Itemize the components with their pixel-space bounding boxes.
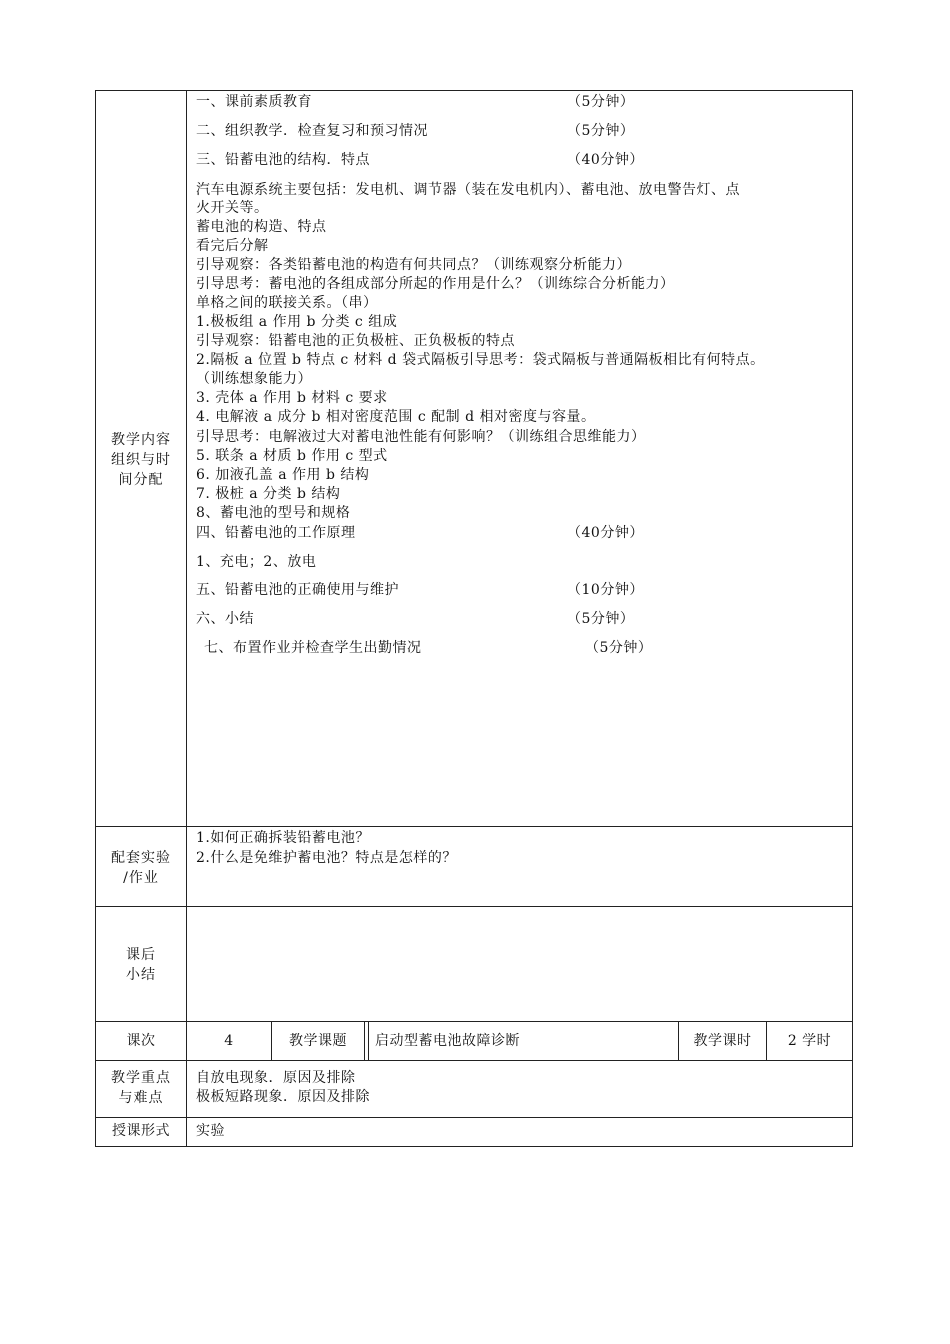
cell-divider	[364, 1021, 365, 1061]
body-line: （训练想象能力）	[196, 371, 312, 387]
body-line: 6. 加液孔盖 a 作用 b 结构	[196, 467, 370, 483]
row-divider	[95, 906, 853, 907]
table-left-border	[95, 90, 96, 1147]
experiment-line: 1.如何正确拆装铅蓄电池？	[196, 830, 370, 846]
row-divider	[95, 1060, 853, 1061]
body-line: 引导思考：蓄电池的各组成部分所起的作用是什么？（训练综合分析能力）	[196, 276, 675, 292]
key-points-label: 教学重点 与难点	[111, 1070, 171, 1106]
body-line: 汽车电源系统主要包括：发电机、调节器（装在发电机内）、蓄电池、放电警告灯、点	[196, 182, 740, 198]
label-column-divider-lower	[186, 1060, 187, 1147]
hours-value: 2 学时	[787, 1033, 832, 1049]
section-time: （5分钟）	[567, 611, 635, 627]
experiment-label: 配套实验 /作业	[111, 850, 171, 886]
teaching-content-label: 教学内容 组织与时 间分配	[111, 432, 171, 488]
key-point-line: 极板短路现象．原因及排除	[196, 1089, 370, 1105]
section-body: 1、充电；2、放电	[196, 554, 317, 570]
lesson-value: 4	[224, 1033, 234, 1049]
body-line: 蓄电池的构造、特点	[196, 219, 327, 235]
body-line: 5. 联条 a 材质 b 作用 c 型式	[196, 448, 388, 464]
section-title: 四、铅蓄电池的工作原理	[196, 525, 356, 541]
summary-label: 课后 小结	[126, 947, 156, 983]
table-bottom-border	[95, 1146, 853, 1147]
teaching-form-label: 授课形式	[112, 1123, 170, 1139]
section-title: 六、小结	[196, 611, 254, 627]
body-line: 2.隔板 a 位置 b 特点 c 材料 d 袋式隔板引导思考：袋式隔板与普通隔板相比有何特点。	[196, 352, 765, 368]
section-time: （5分钟）	[567, 94, 635, 110]
body-line: 火开关等。	[196, 200, 269, 216]
body-line: 1.极板组 a 作用 b 分类 c 组成	[196, 314, 398, 330]
body-line: 7. 极桩 a 分类 b 结构	[196, 486, 341, 502]
row-divider	[95, 1021, 853, 1022]
table-right-border	[852, 90, 853, 1147]
body-line: 引导思考：电解液过大对蓄电池性能有何影响？（训练组合思维能力）	[196, 429, 646, 445]
experiment-line: 2.什么是免维护蓄电池？特点是怎样的？	[196, 850, 457, 866]
section-time: （40分钟）	[567, 525, 644, 541]
body-line: 3. 壳体 a 作用 b 材料 c 要求	[196, 390, 388, 406]
body-line: 单格之间的联接关系。（串）	[196, 295, 378, 311]
lesson-label: 课次	[126, 1033, 156, 1049]
body-line: 4. 电解液 a 成分 b 相对密度范围 c 配制 d 相对密度与容量。	[196, 409, 596, 425]
body-line: 引导观察：各类铅蓄电池的构造有何共同点？（训练观察分析能力）	[196, 257, 631, 273]
section-title: 一、课前素质教育	[196, 94, 312, 110]
cell-divider	[368, 1021, 369, 1061]
section-title: 七、布置作业并检查学生出勤情况	[204, 640, 422, 656]
section-time: （5分钟）	[585, 640, 653, 656]
section-title: 五、铅蓄电池的正确使用与维护	[196, 582, 399, 598]
topic-label: 教学课题	[289, 1033, 347, 1049]
section-title: 二、组织教学．检查复习和预习情况	[196, 123, 428, 139]
table-top-border	[95, 90, 853, 91]
body-line: 引导观察：铅蓄电池的正负极桩、正负极板的特点	[196, 333, 515, 349]
teaching-form-value: 实验	[196, 1123, 225, 1139]
section-title: 三、铅蓄电池的结构．特点	[196, 152, 370, 168]
label-column-divider	[186, 90, 187, 1022]
hours-label: 教学课时	[693, 1033, 752, 1049]
body-line: 8、蓄电池的型号和规格	[196, 505, 351, 521]
section-time: （40分钟）	[567, 152, 644, 168]
row-divider	[95, 826, 853, 827]
section-time: （5分钟）	[567, 123, 635, 139]
topic-value: 启动型蓄电池故障诊断	[375, 1033, 520, 1049]
section-time: （10分钟）	[567, 582, 644, 598]
body-line: 看完后分解	[196, 238, 269, 254]
key-point-line: 自放电现象．原因及排除	[196, 1070, 356, 1086]
row-divider	[95, 1117, 853, 1118]
